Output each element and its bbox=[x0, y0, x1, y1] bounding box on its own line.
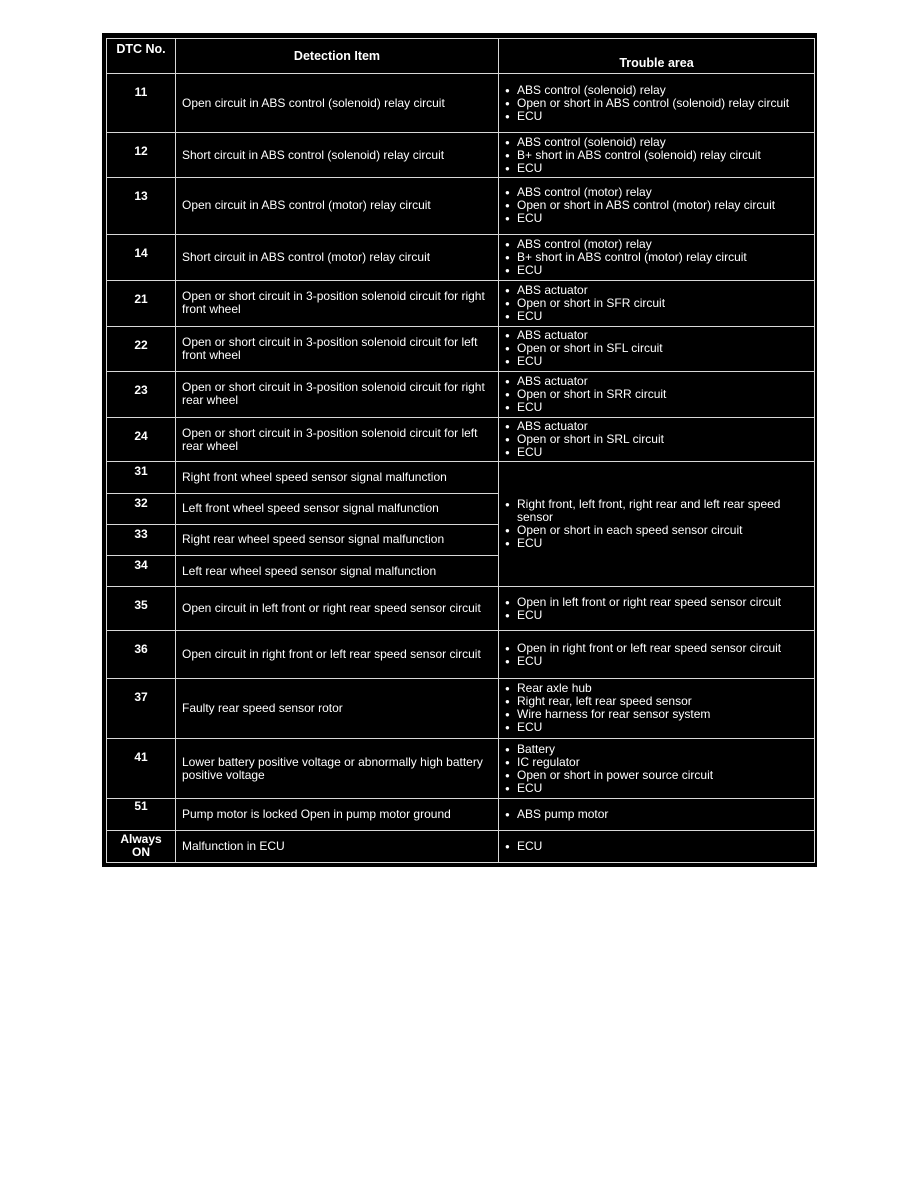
trouble-item: ● Open or short in power source circuit bbox=[505, 769, 810, 782]
dtc-code: Always ON bbox=[107, 830, 176, 862]
detection-item: Pump motor is locked Open in pump motor ground bbox=[176, 799, 499, 830]
detection-item: Short circuit in ABS control (motor) relay circuit bbox=[176, 235, 499, 281]
detection-item: Open or short circuit in 3-position solenoid circuit for left front wheel bbox=[176, 326, 499, 371]
dtc-code: 34 bbox=[107, 555, 176, 586]
detection-item: Open or short circuit in 3-position solenoid circuit for right rear wheel bbox=[176, 371, 499, 417]
trouble-area bbox=[499, 371, 815, 417]
dtc-code: 32 bbox=[107, 493, 176, 524]
header-trouble-area: Trouble area bbox=[499, 39, 815, 74]
trouble-item: ● Rear axle hub bbox=[505, 682, 810, 695]
trouble-item: ● ECU bbox=[505, 840, 810, 853]
table-row bbox=[107, 739, 815, 799]
table-row bbox=[107, 631, 815, 678]
trouble-item: ● ECU bbox=[505, 782, 810, 795]
detection-item: Open circuit in right front or left rear speed sensor circuit bbox=[176, 631, 499, 678]
table-row bbox=[107, 281, 815, 326]
trouble-item: ● ECU bbox=[505, 537, 810, 550]
trouble-item: ● IC regulator bbox=[505, 756, 810, 769]
trouble-item: ● B+ short in ABS control (solenoid) relay circuit bbox=[505, 149, 810, 162]
trouble-item: ● Right front, left front, right rear and left rear speed sensor bbox=[505, 498, 810, 524]
dtc-code: 41 bbox=[107, 739, 176, 799]
detection-item: Right front wheel speed sensor signal malfunction bbox=[176, 462, 499, 493]
dtc-code: 12 bbox=[107, 133, 176, 177]
trouble-item: ● ECU bbox=[505, 110, 810, 123]
trouble-area bbox=[499, 739, 815, 799]
trouble-item: ● ECU bbox=[505, 721, 810, 734]
trouble-item: ● Open or short in SRL circuit bbox=[505, 433, 810, 446]
trouble-item: ● ABS pump motor bbox=[505, 808, 810, 821]
detection-item: Short circuit in ABS control (solenoid) relay circuit bbox=[176, 133, 499, 177]
dtc-code: 11 bbox=[107, 74, 176, 133]
table-row bbox=[107, 74, 815, 133]
trouble-area bbox=[499, 799, 815, 830]
dtc-table-sheet bbox=[102, 33, 817, 867]
dtc-code: 37 bbox=[107, 678, 176, 738]
trouble-item: ● ECU bbox=[505, 446, 810, 459]
trouble-area bbox=[499, 74, 815, 133]
trouble-item: ● ABS actuator bbox=[505, 284, 810, 297]
dtc-code: 22 bbox=[107, 326, 176, 371]
trouble-item: ● Open in left front or right rear speed sensor circuit bbox=[505, 596, 810, 609]
trouble-area bbox=[499, 631, 815, 678]
trouble-area bbox=[499, 587, 815, 631]
trouble-item: ● ECU bbox=[505, 264, 810, 277]
table-row bbox=[107, 462, 815, 493]
dtc-code: 23 bbox=[107, 371, 176, 417]
table-row bbox=[107, 830, 815, 862]
trouble-item: ● Open or short in SRR circuit bbox=[505, 388, 810, 401]
trouble-item: ● Open or short in ABS control (solenoid) relay circuit bbox=[505, 97, 810, 110]
trouble-area bbox=[499, 326, 815, 371]
dtc-code: 21 bbox=[107, 281, 176, 326]
table-row bbox=[107, 799, 815, 830]
trouble-item: ● Open in right front or left rear speed sensor circuit bbox=[505, 642, 810, 655]
table-row bbox=[107, 587, 815, 631]
dtc-code: 51 bbox=[107, 799, 176, 830]
trouble-item: ● ECU bbox=[505, 401, 810, 414]
detection-item: Open or short circuit in 3-position solenoid circuit for right front wheel bbox=[176, 281, 499, 326]
trouble-item: ● ABS actuator bbox=[505, 375, 810, 388]
trouble-item: ● Wire harness for rear sensor system bbox=[505, 708, 810, 721]
trouble-item: ● ABS control (motor) relay bbox=[505, 238, 810, 251]
header-detection-item: Detection Item bbox=[176, 39, 499, 74]
detection-item: Open or short circuit in 3-position solenoid circuit for left rear wheel bbox=[176, 418, 499, 462]
trouble-item: ● Battery bbox=[505, 743, 810, 756]
dtc-code: 35 bbox=[107, 587, 176, 631]
trouble-item: ● ABS actuator bbox=[505, 329, 810, 342]
trouble-item: ● Open or short in SFL circuit bbox=[505, 342, 810, 355]
trouble-item: ● ECU bbox=[505, 355, 810, 368]
header-dtc-no: DTC No. bbox=[107, 39, 176, 74]
trouble-item: ● ECU bbox=[505, 310, 810, 323]
dtc-code: 31 bbox=[107, 462, 176, 493]
trouble-item: ● ABS control (motor) relay bbox=[505, 186, 810, 199]
dtc-code: 14 bbox=[107, 235, 176, 281]
trouble-item: ● ECU bbox=[505, 212, 810, 225]
detection-item: Left rear wheel speed sensor signal malfunction bbox=[176, 555, 499, 586]
detection-item: Right rear wheel speed sensor signal malfunction bbox=[176, 524, 499, 555]
detection-item: Malfunction in ECU bbox=[176, 830, 499, 862]
table-row bbox=[107, 371, 815, 417]
trouble-item: ● ECU bbox=[505, 655, 810, 668]
table-row bbox=[107, 177, 815, 234]
trouble-item: ● ABS control (solenoid) relay bbox=[505, 136, 810, 149]
trouble-area bbox=[499, 678, 815, 738]
table-row bbox=[107, 678, 815, 738]
table-row bbox=[107, 133, 815, 177]
trouble-item: ● ABS actuator bbox=[505, 420, 810, 433]
trouble-area bbox=[499, 235, 815, 281]
trouble-item: ● Open or short in SFR circuit bbox=[505, 297, 810, 310]
trouble-item: ● ABS control (solenoid) relay bbox=[505, 84, 810, 97]
trouble-item: ● ECU bbox=[505, 162, 810, 175]
trouble-area bbox=[499, 418, 815, 462]
trouble-item: ● Open or short in ABS control (motor) relay circuit bbox=[505, 199, 810, 212]
trouble-item: ● ECU bbox=[505, 609, 810, 622]
dtc-code: 13 bbox=[107, 177, 176, 234]
trouble-area bbox=[499, 830, 815, 862]
detection-item: Open circuit in left front or right rear speed sensor circuit bbox=[176, 587, 499, 631]
table-row bbox=[107, 326, 815, 371]
dtc-code: 24 bbox=[107, 418, 176, 462]
table-row bbox=[107, 418, 815, 462]
detection-item: Open circuit in ABS control (motor) relay circuit bbox=[176, 177, 499, 234]
trouble-area bbox=[499, 177, 815, 234]
table-row bbox=[107, 235, 815, 281]
trouble-item: ● Open or short in each speed sensor circuit bbox=[505, 524, 810, 537]
detection-item: Left front wheel speed sensor signal malfunction bbox=[176, 493, 499, 524]
trouble-item: ● B+ short in ABS control (motor) relay circuit bbox=[505, 251, 810, 264]
trouble-area-speed-sensors bbox=[499, 462, 815, 587]
trouble-area bbox=[499, 133, 815, 177]
dtc-table bbox=[106, 38, 815, 863]
detection-item: Open circuit in ABS control (solenoid) relay circuit bbox=[176, 74, 499, 133]
detection-item: Faulty rear speed sensor rotor bbox=[176, 678, 499, 738]
dtc-code: 33 bbox=[107, 524, 176, 555]
dtc-code: 36 bbox=[107, 631, 176, 678]
detection-item: Lower battery positive voltage or abnormally high battery positive voltage bbox=[176, 739, 499, 799]
trouble-area bbox=[499, 281, 815, 326]
trouble-item: ● Right rear, left rear speed sensor bbox=[505, 695, 810, 708]
